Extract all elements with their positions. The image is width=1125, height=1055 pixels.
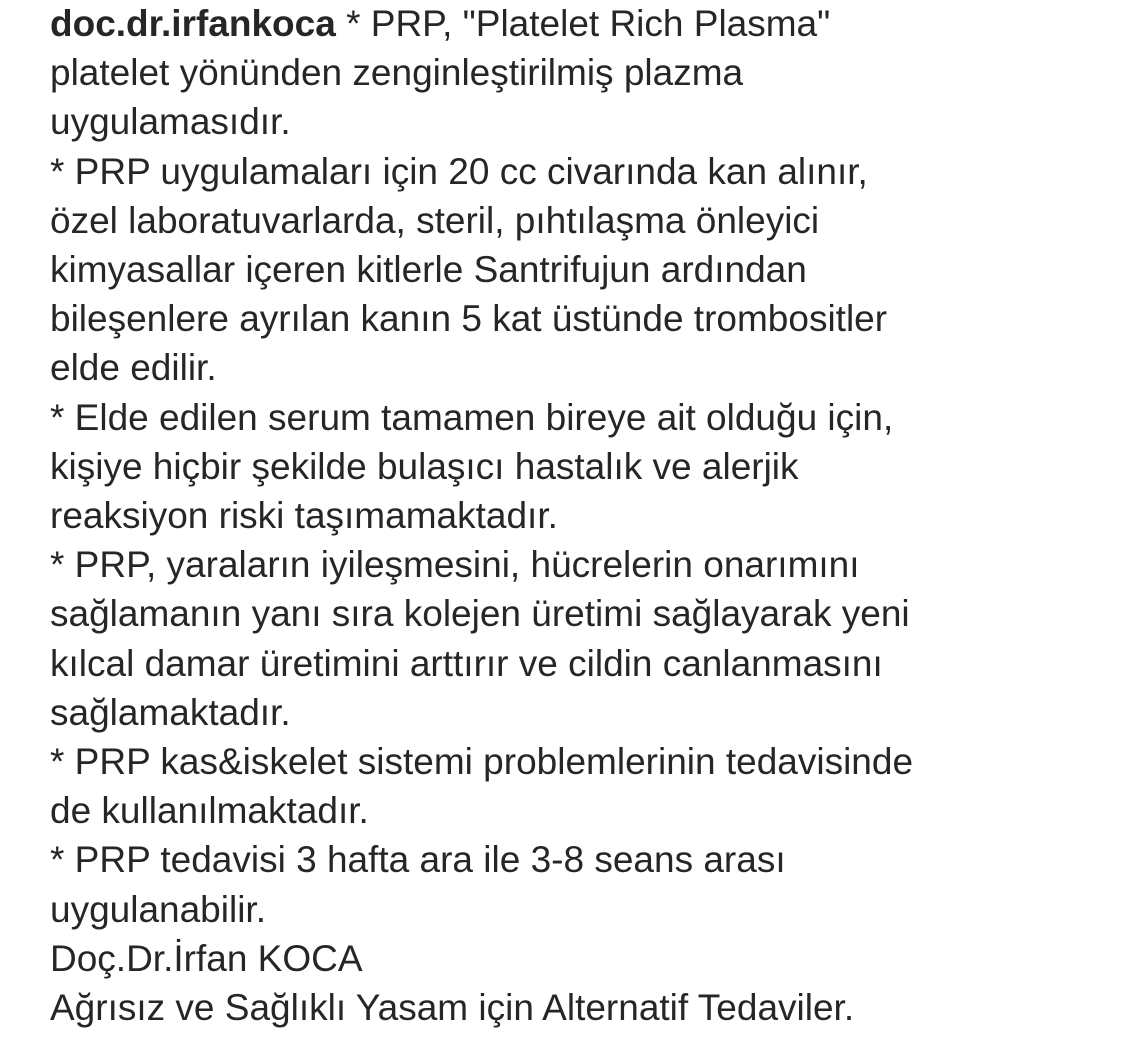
- caption-line: elde edilir.: [50, 347, 217, 389]
- caption-line: platelet yönünden zenginleştirilmiş plazma: [50, 52, 744, 94]
- caption-line: uygulanabilir.: [50, 888, 266, 930]
- caption-line: * PRP kas&iskelet sistemi problemlerinin tedavisinde: [50, 741, 914, 783]
- username-link[interactable]: doc.dr.irfankoca: [50, 3, 336, 44]
- caption-line: * PRP, yaraların iyileşmesini, hücrelerin onarımını: [50, 544, 860, 586]
- caption-first-line: [50, 0, 913, 48]
- post-caption: [50, 0, 913, 1032]
- caption-line: Ağrısız ve Sağlıklı Yasam için Alternatif Tedaviler.: [50, 987, 855, 1029]
- caption-line: sağlamaktadır.: [50, 691, 291, 733]
- caption-line: kimyasallar içeren kitlerle Santrifujun ardından: [50, 249, 807, 291]
- caption-line: bileşenlere ayrılan kanın 5 kat üstünde trombositler: [50, 298, 888, 340]
- caption-text: * PRP, "Platelet Rich Plasma": [335, 3, 831, 44]
- caption-line: de kullanılmaktadır.: [50, 790, 369, 832]
- caption-line: uygulamasıdır.: [50, 101, 291, 143]
- caption-body: [50, 48, 913, 1032]
- caption-line: reaksiyon riski taşımamaktadır.: [50, 495, 558, 537]
- caption-line: * PRP uygulamaları için 20 cc civarında kan alınır,: [50, 150, 868, 192]
- caption-line: * PRP tedavisi 3 hafta ara ile 3-8 seans arası: [50, 839, 786, 881]
- caption-line: Doç.Dr.İrfan KOCA: [50, 937, 363, 979]
- caption-line: kılcal damar üretimini arttırır ve cildin canlanmasını: [50, 642, 883, 684]
- caption-line: sağlamanın yanı sıra kolejen üretimi sağlayarak yeni: [50, 593, 910, 635]
- caption-line: özel laboratuvarlarda, steril, pıhtılaşma önleyici: [50, 199, 820, 241]
- caption-line: * Elde edilen serum tamamen bireye ait olduğu için,: [50, 396, 894, 438]
- caption-line: kişiye hiçbir şekilde bulaşıcı hastalık ve alerjik: [50, 445, 799, 487]
